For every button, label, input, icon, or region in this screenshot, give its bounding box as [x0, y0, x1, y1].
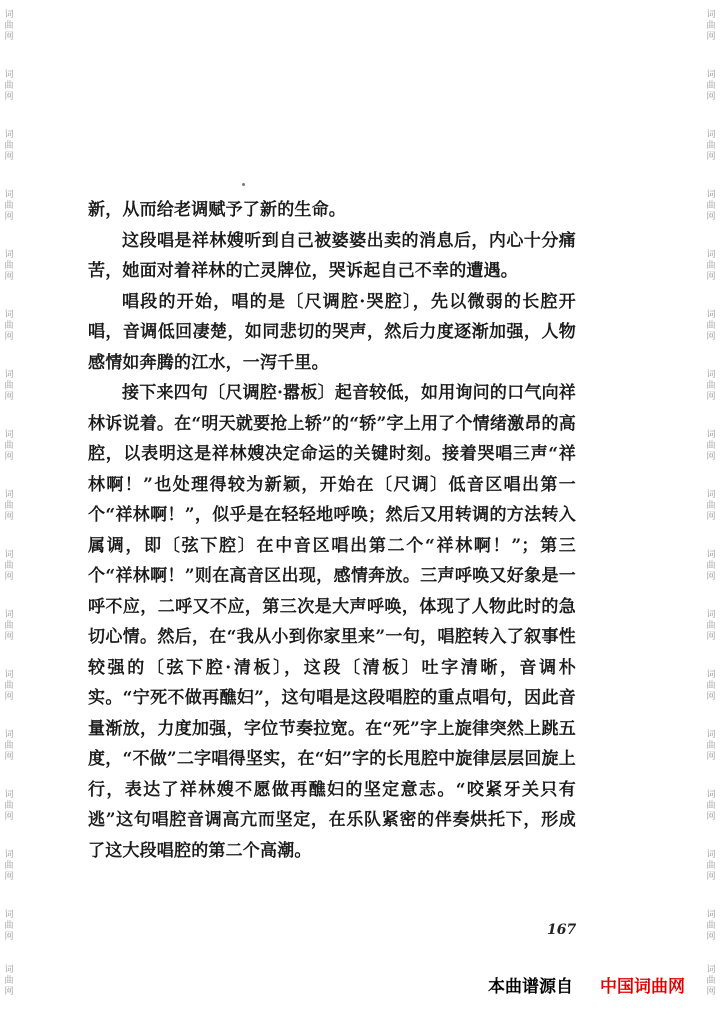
watermark-char: 曲 — [706, 621, 716, 631]
scan-speck — [242, 183, 245, 186]
body-text — [88, 195, 576, 866]
watermark-char: 网 — [4, 152, 14, 162]
watermark-char: 曲 — [706, 321, 716, 331]
watermark-char: 网 — [4, 932, 14, 942]
watermark-char: 词 — [4, 250, 14, 260]
watermark-char: 词 — [4, 550, 14, 560]
watermark-char: 曲 — [706, 141, 716, 151]
watermark-char: 网 — [706, 512, 716, 522]
watermark-char: 词 — [4, 610, 14, 620]
watermark-char: 曲 — [706, 441, 716, 451]
watermark-char: 曲 — [706, 681, 716, 691]
watermark-char: 词 — [706, 190, 716, 200]
watermark-char: 网 — [706, 392, 716, 402]
watermark-mark — [704, 670, 718, 703]
watermark-char: 网 — [4, 392, 14, 402]
watermark-char: 网 — [706, 932, 716, 942]
watermark-mark — [2, 430, 16, 463]
watermark-mark — [2, 310, 16, 343]
watermark-char: 词 — [4, 965, 14, 975]
watermark-char: 词 — [4, 70, 14, 80]
watermark-mark — [2, 965, 16, 998]
watermark-mark — [704, 130, 718, 163]
watermark-char: 曲 — [4, 81, 14, 91]
watermark-char: 网 — [4, 32, 14, 42]
watermark-char: 词 — [706, 130, 716, 140]
watermark-char: 词 — [706, 10, 716, 20]
watermark-char: 网 — [706, 152, 716, 162]
watermark-char: 网 — [4, 512, 14, 522]
watermark-char: 网 — [706, 572, 716, 582]
watermark-char: 网 — [706, 812, 716, 822]
watermark-char: 词 — [706, 730, 716, 740]
watermark-char: 词 — [4, 310, 14, 320]
watermark-char: 词 — [4, 790, 14, 800]
watermark-char: 词 — [4, 910, 14, 920]
watermark-char: 曲 — [706, 921, 716, 931]
watermark-char: 词 — [4, 370, 14, 380]
paragraph-1: 新，从而给老调赋予了新的生命。 — [88, 200, 346, 220]
watermark-mark — [2, 730, 16, 763]
watermark-mark — [2, 70, 16, 103]
watermark-char: 曲 — [706, 81, 716, 91]
watermark-char: 词 — [706, 430, 716, 440]
watermark-char: 词 — [706, 850, 716, 860]
watermark-char: 网 — [4, 272, 14, 282]
watermark-mark — [704, 730, 718, 763]
watermark-mark — [2, 130, 16, 163]
watermark-char: 网 — [706, 752, 716, 762]
watermark-char: 网 — [4, 692, 14, 702]
watermark-char: 曲 — [706, 801, 716, 811]
watermark-mark — [704, 850, 718, 883]
watermark-char: 曲 — [4, 921, 14, 931]
watermark-char: 曲 — [706, 976, 716, 986]
paragraph-3: 唱段的开始，唱的是〔尺调腔·哭腔〕，先以微弱的长腔开唱，音调低回凄楚，如同悲切的哭声，然后力度逐渐加强，人物感情如奔腾的江水，一泻千里。 — [88, 291, 576, 373]
watermark-mark — [704, 70, 718, 103]
watermark-char: 词 — [4, 130, 14, 140]
watermark-char: 网 — [706, 632, 716, 642]
watermark-char: 网 — [706, 332, 716, 342]
watermark-char: 曲 — [4, 976, 14, 986]
watermark-mark — [704, 965, 718, 998]
footer-site-link[interactable]: 中国词曲网 — [600, 977, 685, 997]
watermark-mark — [2, 610, 16, 643]
watermark-char: 曲 — [4, 681, 14, 691]
watermark-char: 曲 — [4, 501, 14, 511]
watermark-char: 词 — [706, 965, 716, 975]
watermark-char: 词 — [706, 250, 716, 260]
watermark-char: 曲 — [4, 561, 14, 571]
watermark-char: 曲 — [4, 381, 14, 391]
watermark-char: 网 — [4, 872, 14, 882]
watermark-char: 曲 — [706, 561, 716, 571]
watermark-mark — [704, 190, 718, 223]
watermark-mark — [704, 430, 718, 463]
watermark-char: 网 — [706, 212, 716, 222]
watermark-mark — [704, 370, 718, 403]
watermark-char: 曲 — [4, 201, 14, 211]
watermark-char: 词 — [706, 550, 716, 560]
paragraph-4: 接下来四句〔尺调腔·嚣板〕起音较低，如用询问的口气向祥林诉说着。在“明天就要抢上轿”的“轿”字上用了个情绪激昂的高腔，以表明这是祥林嫂决定命运的关键时刻。接着哭唱三声“祥林啊！”也处理得较为新颖，开始在〔尺调〕低音区唱出第一个“祥林啊！”，似乎是在轻轻地呼唤；然后又用转调的方法转入属调，即〔弦下腔〕在中音区唱出第二个“祥林啊！”；第三个“祥林啊！”则在高音区出现，感情奔放。三声呼唤又好象是一呼不应，二呼又不应，第三次是大声呼唤，体现了人物此时的急切心情。然后，在“我从小到你家里来”一句，唱腔转入了叙事性较强的〔弦下腔·清板〕，这段〔清板〕吐字清晰，音调朴实。“宁死不做再醮妇”，这句唱是这段唱腔的重点唱句，因此音量渐放，力度加强，字位节奏拉宽。在“死”字上旋律突然上跳五度，“不做”二字唱得坚实，在“妇”字的长甩腔中旋律层层回旋上行，表达了祥林嫂不愿做再醮妇的坚定意志。“咬紧牙关只有逃”这句唱腔音调高亢而坚定，在乐队紧密的伴奏烘托下，形成了这大段唱腔的第二个高潮。 — [88, 383, 576, 861]
watermark-mark — [704, 310, 718, 343]
watermark-mark — [2, 250, 16, 283]
watermark-char: 曲 — [706, 201, 716, 211]
watermark-char: 曲 — [4, 141, 14, 151]
watermark-char: 曲 — [4, 321, 14, 331]
paragraph-2: 这段唱是祥林嫂听到自己被婆婆出卖的消息后，内心十分痛苦，她面对着祥林的亡灵牌位，哭诉起自己不幸的遭遇。 — [88, 230, 576, 281]
watermark-mark — [2, 850, 16, 883]
watermark-char: 词 — [4, 490, 14, 500]
watermark-mark — [704, 790, 718, 823]
watermark-mark — [2, 790, 16, 823]
watermark-mark — [2, 490, 16, 523]
watermark-char: 曲 — [4, 621, 14, 631]
watermark-char: 曲 — [706, 741, 716, 751]
watermark-char: 网 — [706, 92, 716, 102]
watermark-char: 网 — [4, 332, 14, 342]
watermark-char: 词 — [4, 730, 14, 740]
page-number: 167 — [547, 922, 577, 938]
watermark-char: 词 — [706, 670, 716, 680]
watermark-char: 网 — [4, 752, 14, 762]
watermark-char: 曲 — [706, 501, 716, 511]
watermark-char: 曲 — [4, 261, 14, 271]
watermark-char: 曲 — [4, 21, 14, 31]
watermark-char: 网 — [4, 92, 14, 102]
watermark-char: 网 — [706, 452, 716, 462]
watermark-mark — [704, 610, 718, 643]
watermark-char: 网 — [4, 452, 14, 462]
watermark-char: 曲 — [706, 861, 716, 871]
watermark-char: 词 — [4, 190, 14, 200]
watermark-mark — [2, 910, 16, 943]
watermark-char: 词 — [706, 910, 716, 920]
watermark-char: 网 — [4, 572, 14, 582]
footer-source-label: 本曲谱源自 — [488, 977, 573, 997]
watermark-char: 曲 — [4, 441, 14, 451]
watermark-char: 词 — [706, 310, 716, 320]
watermark-char: 网 — [706, 272, 716, 282]
watermark-char: 网 — [4, 987, 14, 997]
watermark-char: 网 — [4, 812, 14, 822]
watermark-char: 曲 — [4, 801, 14, 811]
watermark-char: 词 — [4, 670, 14, 680]
watermark-mark — [2, 670, 16, 703]
watermark-mark — [704, 550, 718, 583]
watermark-char: 曲 — [4, 861, 14, 871]
watermark-char: 曲 — [4, 741, 14, 751]
watermark-mark — [704, 910, 718, 943]
watermark-mark — [2, 550, 16, 583]
watermark-mark — [704, 490, 718, 523]
watermark-mark — [704, 250, 718, 283]
watermark-char: 网 — [4, 212, 14, 222]
watermark-char: 词 — [706, 610, 716, 620]
watermark-mark — [2, 10, 16, 43]
watermark-char: 网 — [706, 872, 716, 882]
watermark-char: 网 — [706, 32, 716, 42]
watermark-char: 网 — [706, 987, 716, 997]
watermark-char: 曲 — [706, 381, 716, 391]
watermark-mark — [704, 10, 718, 43]
watermark-char: 词 — [706, 490, 716, 500]
watermark-mark — [2, 370, 16, 403]
watermark-char: 词 — [4, 10, 14, 20]
watermark-char: 词 — [4, 850, 14, 860]
watermark-char: 曲 — [706, 261, 716, 271]
watermark-char: 曲 — [706, 21, 716, 31]
watermark-char: 词 — [706, 370, 716, 380]
watermark-char: 网 — [4, 632, 14, 642]
watermark-char: 网 — [706, 692, 716, 702]
watermark-mark — [2, 190, 16, 223]
watermark-char: 词 — [706, 70, 716, 80]
watermark-char: 词 — [4, 430, 14, 440]
watermark-char: 词 — [706, 790, 716, 800]
